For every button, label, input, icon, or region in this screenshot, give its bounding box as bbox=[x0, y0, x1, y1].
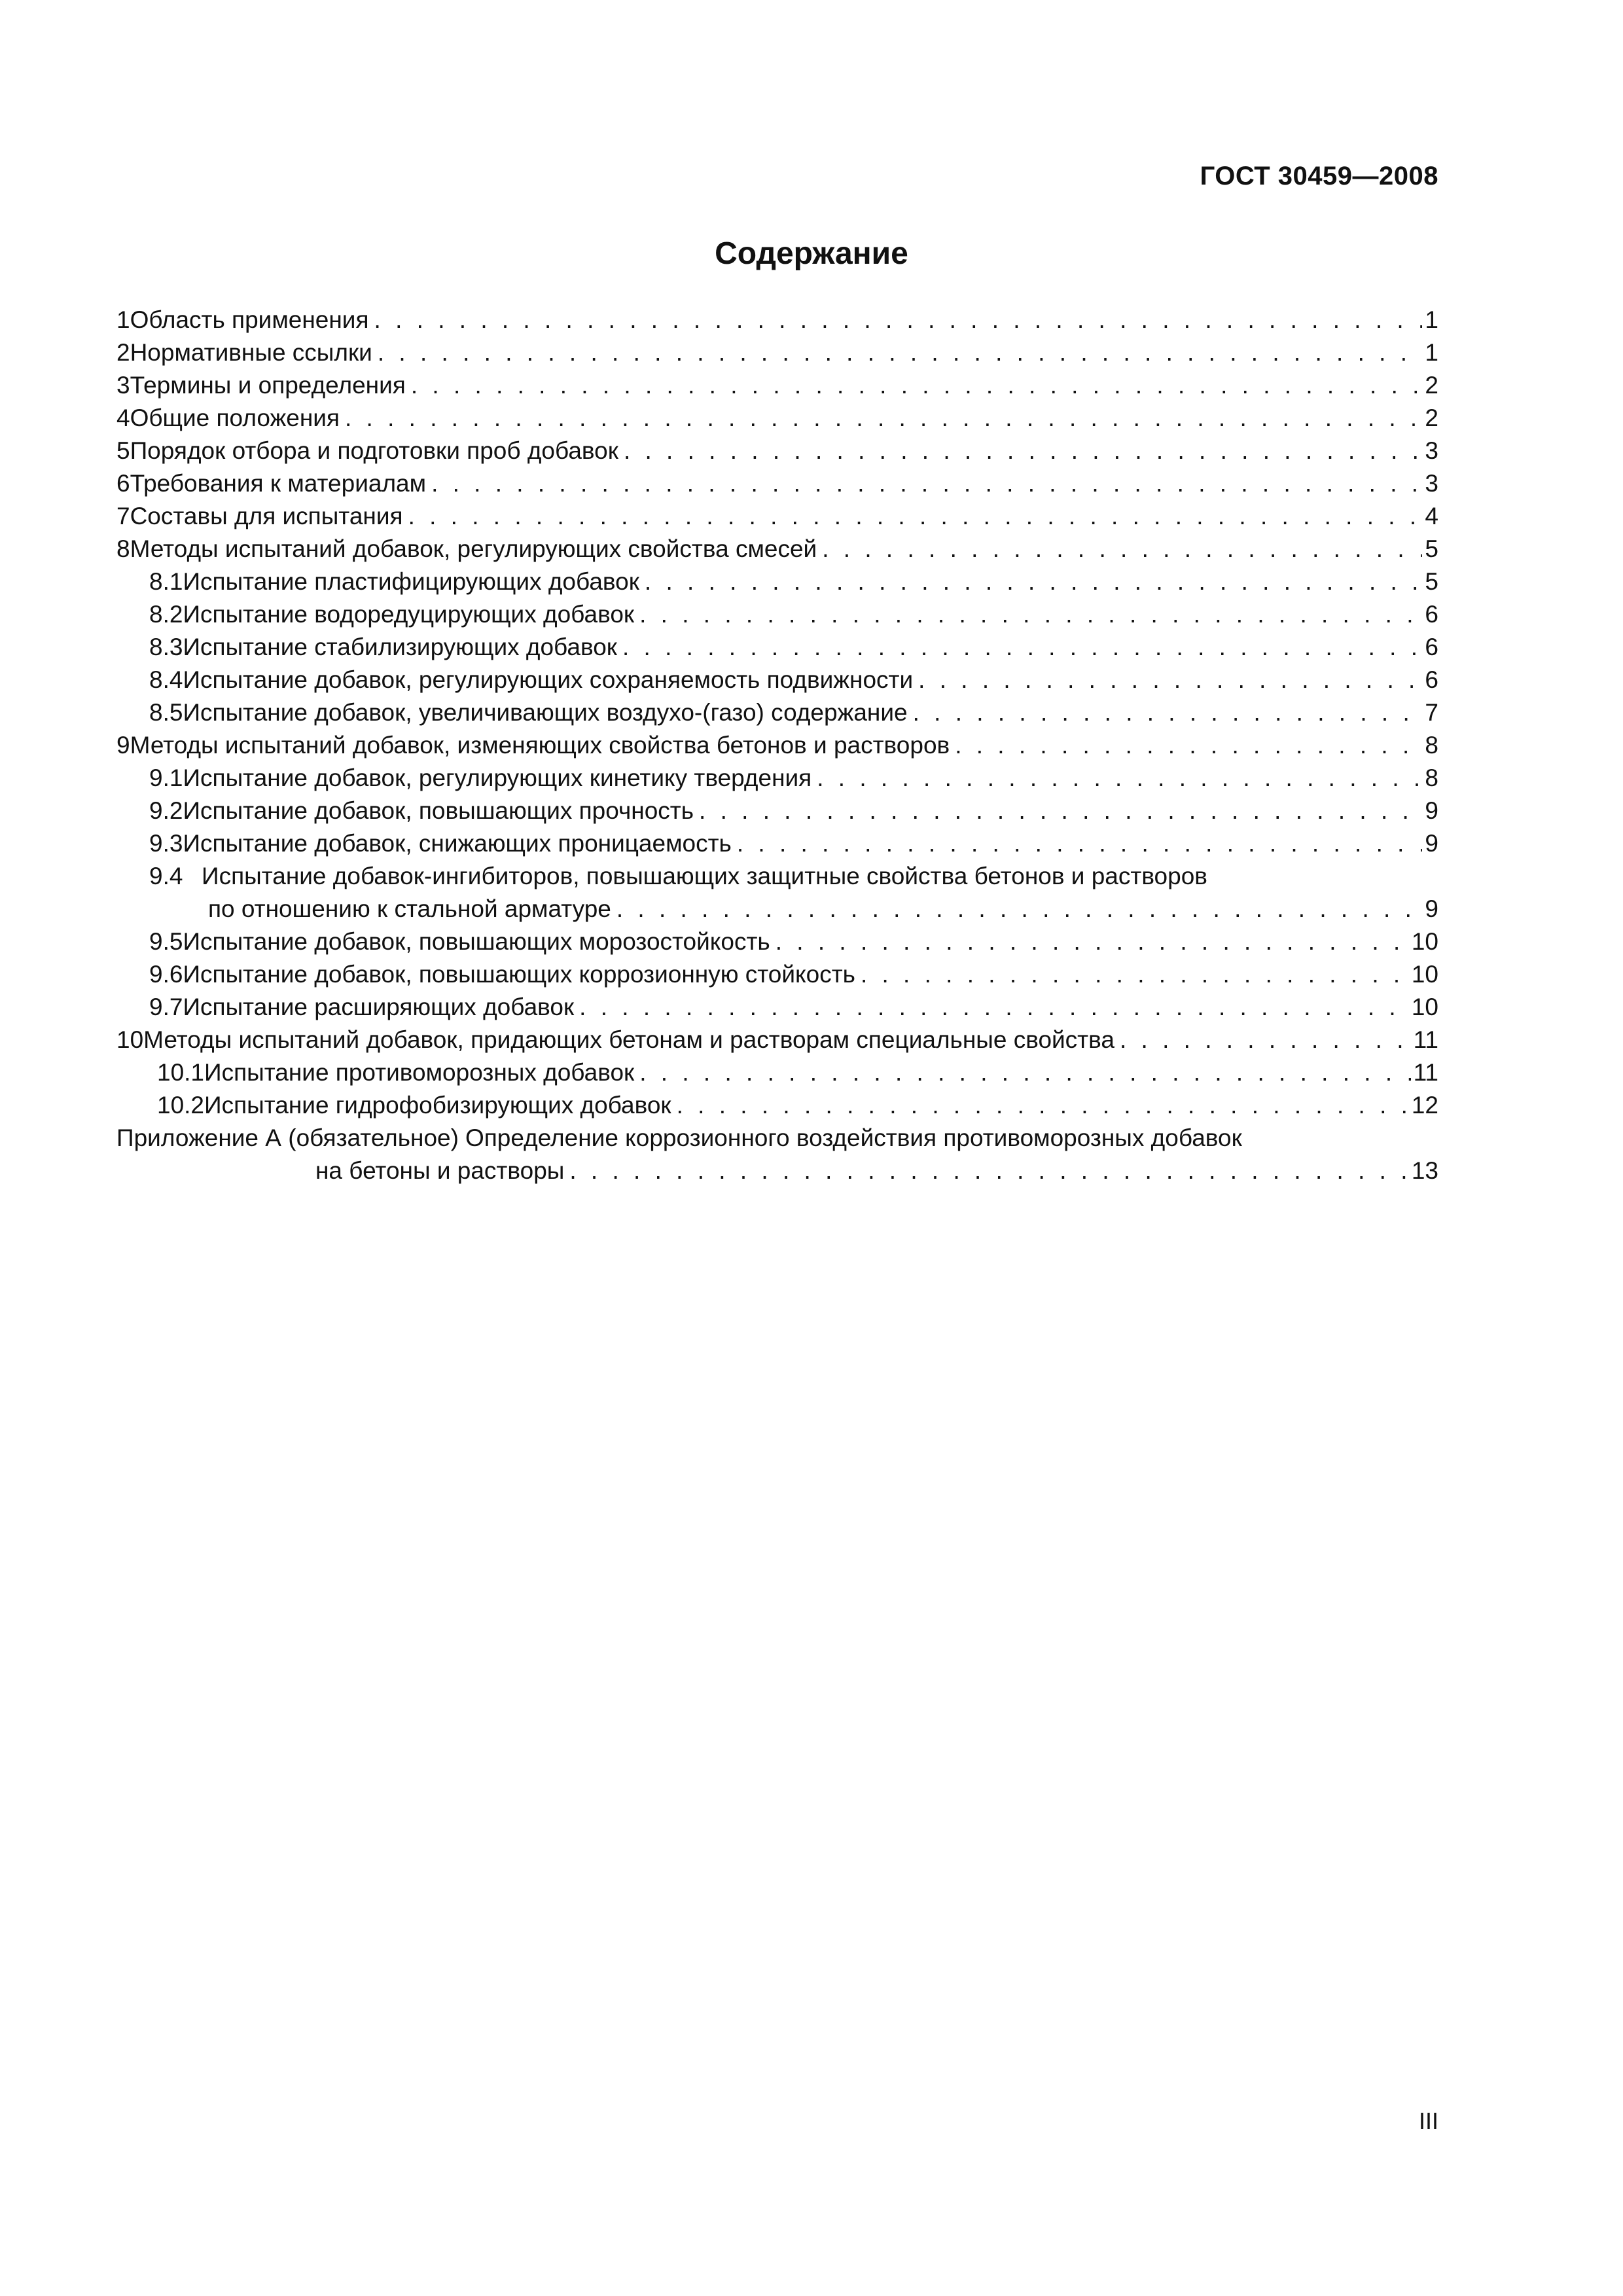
toc-entry-page: 6 bbox=[1425, 666, 1438, 693]
toc-entry-label: Составы для испытания bbox=[130, 503, 403, 529]
toc-entry-label: Термины и определения bbox=[130, 372, 406, 399]
toc-entry-page: 3 bbox=[1425, 437, 1438, 464]
dot-leader bbox=[918, 664, 1422, 696]
dot-leader bbox=[913, 696, 1423, 729]
toc-entry[interactable] bbox=[116, 1089, 1438, 1122]
toc-entry-number: 9.2 bbox=[149, 797, 183, 824]
table-of-contents bbox=[116, 304, 1438, 1187]
toc-entry-page: 4 bbox=[1425, 503, 1438, 529]
toc-entry-page: 1 bbox=[1425, 339, 1438, 366]
toc-entry-page: 11 bbox=[1413, 1059, 1438, 1086]
dot-leader bbox=[861, 958, 1409, 991]
toc-entry-number: 9.7 bbox=[149, 994, 183, 1020]
dot-leader bbox=[817, 762, 1422, 795]
dot-leader bbox=[345, 402, 1422, 435]
toc-entry-number: 2 bbox=[116, 339, 130, 366]
toc-entry-label: Испытание водоредуцирующих добавок bbox=[183, 601, 635, 628]
toc-entry-label: Нормативные ссылки bbox=[130, 339, 372, 366]
toc-entry-label: Испытание расширяющих добавок bbox=[183, 994, 575, 1020]
toc-entry-label: Испытание стабилизирующих добавок bbox=[183, 634, 617, 660]
toc-entry-page: 5 bbox=[1425, 535, 1438, 562]
toc-entry-number: 10.2 bbox=[157, 1092, 205, 1119]
toc-entry-number: 9.1 bbox=[149, 764, 183, 791]
toc-entry-page: 7 bbox=[1425, 699, 1438, 726]
toc-entry-number: 9.4 bbox=[149, 863, 183, 889]
toc-entry-appendix[interactable] bbox=[116, 1122, 1438, 1155]
toc-entry-label-continued: по отношению к стальной арматуре bbox=[208, 895, 611, 922]
toc-entry[interactable] bbox=[116, 565, 1438, 598]
page-number: III bbox=[1418, 2108, 1438, 2134]
toc-entry[interactable] bbox=[116, 500, 1438, 533]
toc-entry-page: 12 bbox=[1411, 1092, 1438, 1119]
toc-entry-page: 10 bbox=[1411, 961, 1438, 988]
toc-entry-page: 1 bbox=[1425, 306, 1438, 333]
toc-entry-label: Испытание добавок, регулирующих кинетику твердения bbox=[183, 764, 812, 791]
toc-entry-number: 6 bbox=[116, 470, 130, 497]
toc-entry[interactable] bbox=[116, 467, 1438, 500]
toc-entry[interactable] bbox=[116, 435, 1438, 467]
dot-leader bbox=[699, 795, 1422, 827]
toc-entry-page: 6 bbox=[1425, 601, 1438, 628]
toc-entry[interactable] bbox=[116, 991, 1438, 1024]
toc-entry-page: 11 bbox=[1413, 1026, 1438, 1053]
toc-entry-page: 10 bbox=[1411, 928, 1438, 955]
toc-entry-number: 8.5 bbox=[149, 699, 183, 726]
toc-entry-page: 3 bbox=[1425, 470, 1438, 497]
dot-leader bbox=[639, 598, 1422, 631]
toc-entry-label: Испытание добавок, повышающих морозостойкость bbox=[183, 928, 770, 955]
toc-entry-page: 2 bbox=[1425, 372, 1438, 399]
toc-entry[interactable] bbox=[116, 827, 1438, 860]
toc-entry-number: 3 bbox=[116, 372, 130, 399]
toc-entry-label: Испытание добавок, повышающих коррозионную стойкость bbox=[183, 961, 855, 988]
toc-entry-number: 9 bbox=[116, 732, 130, 759]
toc-entry-continuation[interactable] bbox=[116, 1155, 1438, 1187]
toc-entry-number: 8.2 bbox=[149, 601, 183, 628]
toc-entry-label: Порядок отбора и подготовки проб добавок bbox=[130, 437, 618, 464]
toc-entry-label: Область применения bbox=[130, 306, 369, 333]
toc-entry-label: Испытание добавок, регулирующих сохраняемость подвижности bbox=[183, 666, 914, 693]
toc-entry-label: Испытание добавок, снижающих проницаемость bbox=[183, 830, 732, 857]
dot-leader bbox=[822, 533, 1422, 565]
toc-entry-label: Испытание добавок, повышающих прочность bbox=[183, 797, 694, 824]
toc-entry-label: Определение коррозионного воздействия противоморозных добавок bbox=[465, 1124, 1242, 1151]
dot-leader bbox=[776, 925, 1409, 958]
toc-entry[interactable] bbox=[116, 1056, 1438, 1089]
toc-entry-number: 8 bbox=[116, 535, 130, 562]
toc-entry-label: Методы испытаний добавок, регулирующих свойства смесей bbox=[130, 535, 817, 562]
toc-entry-page: 10 bbox=[1411, 994, 1438, 1020]
toc-entry[interactable] bbox=[116, 958, 1438, 991]
dot-leader bbox=[408, 500, 1423, 533]
toc-entry-page: 8 bbox=[1425, 732, 1438, 759]
toc-entry-number: 8.4 bbox=[149, 666, 183, 693]
dot-leader bbox=[431, 467, 1422, 500]
toc-entry-page: 9 bbox=[1425, 797, 1438, 824]
toc-entry-number: 8.3 bbox=[149, 634, 183, 660]
toc-entry[interactable] bbox=[116, 369, 1438, 402]
toc-entry-page: 9 bbox=[1425, 830, 1438, 857]
toc-entry-page: 9 bbox=[1425, 895, 1438, 922]
toc-entry[interactable] bbox=[116, 729, 1438, 762]
dot-leader bbox=[677, 1089, 1409, 1122]
dot-leader bbox=[378, 336, 1423, 369]
dot-leader bbox=[624, 435, 1422, 467]
toc-entry-label: Испытание добавок-ингибиторов, повышающих защитные свойства бетонов и растворов bbox=[202, 863, 1207, 889]
toc-entry[interactable] bbox=[116, 795, 1438, 827]
toc-entry-label: Испытание пластифицирующих добавок bbox=[183, 568, 639, 595]
toc-entry[interactable] bbox=[116, 762, 1438, 795]
toc-entry-number: 10 bbox=[116, 1026, 144, 1053]
toc-entry-number: 4 bbox=[116, 404, 130, 431]
toc-entry-label: Испытание гидрофобизирующих добавок bbox=[204, 1092, 671, 1119]
toc-entry[interactable] bbox=[116, 304, 1438, 336]
toc-entry[interactable] bbox=[116, 696, 1438, 729]
toc-entry-page: 5 bbox=[1425, 568, 1438, 595]
toc-entry-page: 2 bbox=[1425, 404, 1438, 431]
toc-entry[interactable] bbox=[116, 598, 1438, 631]
toc-entry-label: Общие положения bbox=[130, 404, 340, 431]
dot-leader bbox=[645, 565, 1423, 598]
toc-entry-number: 9.3 bbox=[149, 830, 183, 857]
toc-entry-number: 10.1 bbox=[157, 1059, 205, 1086]
dot-leader bbox=[374, 304, 1423, 336]
dot-leader bbox=[616, 893, 1423, 925]
document-id: ГОСТ 30459—2008 bbox=[1200, 162, 1438, 190]
toc-entry-label-continued: на бетоны и растворы bbox=[315, 1157, 565, 1184]
toc-entry-number: 5 bbox=[116, 437, 130, 464]
toc-entry-number: 8.1 bbox=[149, 568, 183, 595]
dot-leader bbox=[955, 729, 1422, 762]
toc-entry-continuation[interactable] bbox=[116, 893, 1438, 925]
toc-entry-label: Требования к материалам bbox=[130, 470, 427, 497]
toc-entry-number: 1 bbox=[116, 306, 130, 333]
dot-leader bbox=[622, 631, 1422, 664]
toc-entry[interactable] bbox=[116, 664, 1438, 696]
toc-entry-page: 8 bbox=[1425, 764, 1438, 791]
toc-entry-number: 9.6 bbox=[149, 961, 183, 988]
dot-leader bbox=[737, 827, 1423, 860]
toc-entry[interactable] bbox=[116, 336, 1438, 369]
toc-entry[interactable] bbox=[116, 631, 1438, 664]
toc-entry-label: Испытание противоморозных добавок bbox=[204, 1059, 635, 1086]
toc-entry-label: Методы испытаний добавок, придающих бетонам и растворам специальные свойства bbox=[143, 1026, 1115, 1053]
toc-entry-page: 6 bbox=[1425, 634, 1438, 660]
toc-entry-label: Испытание добавок, увеличивающих воздухо-(газо) содержание bbox=[183, 699, 908, 726]
dot-leader bbox=[639, 1056, 1410, 1089]
toc-title: Содержание bbox=[715, 236, 908, 271]
toc-entry-label: Методы испытаний добавок, изменяющих свойства бетонов и растворов bbox=[130, 732, 950, 759]
toc-entry-number: 9.5 bbox=[149, 928, 183, 955]
toc-entry-number: 7 bbox=[116, 503, 130, 529]
toc-entry[interactable] bbox=[116, 533, 1438, 565]
appendix-heading: Приложение А (обязательное) bbox=[116, 1124, 459, 1151]
toc-entry[interactable] bbox=[116, 925, 1438, 958]
toc-entry[interactable] bbox=[116, 860, 1438, 893]
dot-leader bbox=[579, 991, 1409, 1024]
dot-leader bbox=[569, 1155, 1408, 1187]
toc-entry[interactable] bbox=[116, 1024, 1438, 1056]
dot-leader bbox=[411, 369, 1423, 402]
toc-entry[interactable] bbox=[116, 402, 1438, 435]
toc-entry-page: 13 bbox=[1411, 1157, 1438, 1184]
dot-leader bbox=[1120, 1024, 1411, 1056]
